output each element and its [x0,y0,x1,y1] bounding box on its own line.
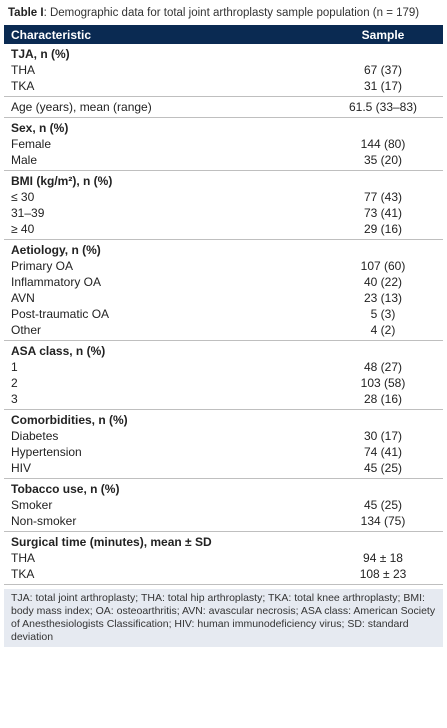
row-group [4,410,443,479]
row-value: 77 (43) [363,190,403,204]
group-heading: Tobacco use, n (%) [11,482,120,496]
header-characteristic: Characteristic [11,27,92,42]
table-row [4,189,443,205]
row-value: 23 (13) [363,291,403,305]
row-label: ≥ 40 [11,222,35,236]
table-row [4,99,443,115]
table-footnote: TJA: total joint arthroplasty; THA: total hip arthroplasty; TKA: total knee arthroplasty; BMI: body mass index; OA: osteoarthritis; AVN: avascular necrosis; ASA class: American Society of Anesthesiologists Classification; HIV: human immunodeficiency virus; SD: standard deviation [4,589,443,647]
row-group [4,479,443,532]
row-value: 31 (17) [363,79,403,93]
row-value: 4 (2) [370,323,396,337]
row-label: TKA [11,567,35,581]
table-row [4,152,443,168]
table-number: Table I [8,7,44,19]
row-label: Smoker [11,498,53,512]
table-row [4,322,443,338]
row-label: Age (years), mean (range) [11,100,152,114]
group-heading: Surgical time (minutes), mean ± SD [11,535,212,549]
table-caption: : Demographic data for total joint arthroplasty sample population (n = 179) [43,7,420,19]
table-row [4,258,443,274]
row-value: 5 (3) [370,307,396,321]
row-label: 31–39 [11,206,45,220]
row-group [4,532,443,585]
table-row [4,550,443,566]
row-label: 1 [11,360,18,374]
table-row [4,205,443,221]
demographics-table [4,25,443,585]
row-label: Post-traumatic OA [11,307,110,321]
row-label: HIV [11,461,32,475]
table-row [4,62,443,78]
group-heading: ASA class, n (%) [11,344,106,358]
row-value: 144 (80) [360,137,406,151]
row-label: ≤ 30 [11,190,35,204]
row-label: AVN [11,291,35,305]
table-row [4,513,443,529]
row-label: Non-smoker [11,514,77,528]
row-value: 103 (58) [360,376,406,390]
table-row [4,306,443,322]
row-label: Primary OA [11,259,74,273]
table-row [4,497,443,513]
row-label: TKA [11,79,35,93]
table-row [4,428,443,444]
table-header [4,25,443,44]
group-heading: Comorbidities, n (%) [11,413,128,427]
row-value: 94 ± 18 [363,551,403,565]
table-row [4,290,443,306]
row-value: 67 (37) [363,63,403,77]
table-row [4,78,443,94]
table-row [4,359,443,375]
row-label: Hypertension [11,445,82,459]
row-group [4,341,443,410]
row-value: 45 (25) [363,461,403,475]
table-row [4,566,443,582]
table-row [4,444,443,460]
row-value: 40 (22) [363,275,403,289]
group-heading: Aetiology, n (%) [11,243,101,257]
row-group [4,118,443,171]
table-title [0,0,447,21]
row-group [4,171,443,240]
group-heading: Sex, n (%) [11,121,69,135]
row-label: 3 [11,392,18,406]
group-heading: TJA, n (%) [11,47,70,61]
table-row [4,136,443,152]
row-value: 134 (75) [360,514,406,528]
table-row [4,391,443,407]
row-label: Other [11,323,42,337]
row-group [4,97,443,118]
table-row [4,221,443,237]
table-row [4,460,443,476]
row-value: 35 (20) [363,153,403,167]
table-row [4,274,443,290]
row-label: THA [11,551,35,565]
row-value: 61.5 (33–83) [348,100,418,114]
row-group [4,240,443,341]
row-label: THA [11,63,35,77]
row-label: Male [11,153,38,167]
row-label: Inflammatory OA [11,275,102,289]
row-label: Diabetes [11,429,59,443]
row-value: 30 (17) [363,429,403,443]
row-value: 45 (25) [363,498,403,512]
row-value: 28 (16) [363,392,403,406]
row-value: 48 (27) [363,360,403,374]
row-value: 73 (41) [363,206,403,220]
row-label: 2 [11,376,18,390]
row-group [4,44,443,97]
row-value: 74 (41) [363,445,403,459]
table-row [4,375,443,391]
group-heading: BMI (kg/m²), n (%) [11,174,113,188]
row-value: 29 (16) [363,222,403,236]
row-value: 108 ± 23 [359,567,407,581]
row-value: 107 (60) [360,259,406,273]
table-body [4,44,443,585]
row-label: Female [11,137,52,151]
header-sample: Sample [361,27,405,42]
